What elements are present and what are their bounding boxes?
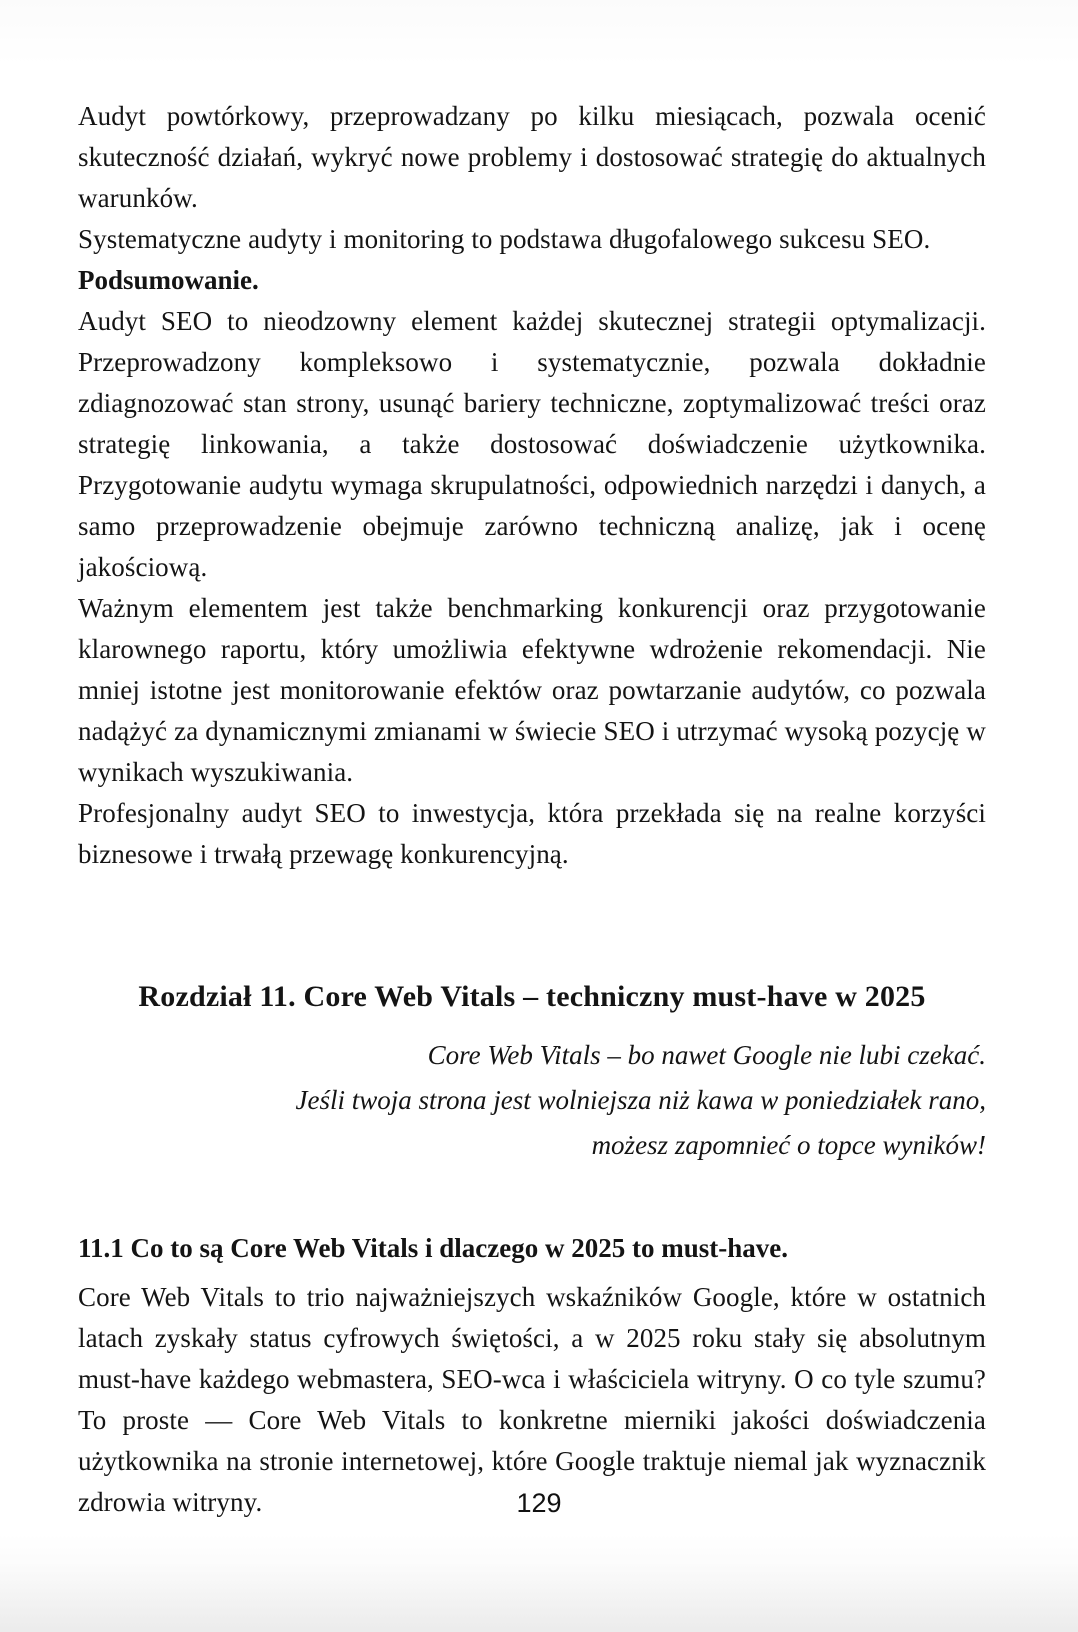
paragraph-benchmarking: Ważnym elementem jest także benchmarking konkurencji oraz przygotowanie klarownego raportu, który umożliwia efektywne wdrożenie rekomendacji. Nie mniej istotne jest monitorowanie efektów oraz powtarzanie audytów, co pozwala nadążyć za dynamicznymi zmianami w świecie SEO i utrzymać wysoką pozycję w wynikach wyszukiwania. xyxy=(78,593,986,787)
epigraph-line-1: Core Web Vitals – bo nawet Google nie lubi czekać. xyxy=(427,1040,986,1070)
chapter-epigraph xyxy=(78,1033,986,1168)
summary-label: Podsumowanie. xyxy=(78,265,259,295)
paragraph-core-web-vitals-intro: Core Web Vitals to trio najważniejszych wskaźników Google, które w ostatnich latach zyskały status cyfrowych świętości, a w 2025 roku stały się absolutnym must-have każdego webmastera, SEO-wca i właściciela witryny. O co tyle szumu? To proste — Core Web Vitals to konkretne mierniki jakości doświadczenia użytkownika na stronie internetowej, które Google traktuje niemal jak wyznacznik zdrowia witryny. xyxy=(78,1282,986,1517)
paragraph-professional-audit: Profesjonalny audyt SEO to inwestycja, która przekłada się na realne korzyści biznesowe i trwałą przewagę konkurencyjną. xyxy=(78,798,986,869)
epigraph-line-3: możesz zapomnieć o topce wyników! xyxy=(591,1130,986,1160)
page-number: 129 xyxy=(516,1488,562,1518)
paragraph-seo-audit-element: Audyt SEO to nieodzowny element każdej skutecznej strategii optymalizacji. Przeprowadzony kompleksowo i systematycznie, pozwala dokładnie zdiagnozować stan strony, usunąć bariery techniczne, zoptymalizować treści oraz strategię linkowania, a także dostosować doświadczenie użytkownika. Przygotowanie audytu wymaga skrupulatności, odpowiednich narzędzi i danych, a samo przeprowadzenie obejmuje zarówno techniczną analizę, jak i ocenę jakościową. xyxy=(78,306,986,582)
page-edge-shade xyxy=(0,1560,1078,1632)
chapter-title: Rozdział 11. Core Web Vitals – techniczny must-have w 2025 xyxy=(138,980,926,1013)
epigraph-line-2: Jeśli twoja strona jest wolniejsza niż kawa w poniedziałek rano, xyxy=(295,1085,986,1115)
paragraph-systematic-audits: Systematyczne audyty i monitoring to podstawa długofalowego sukcesu SEO. xyxy=(78,224,931,254)
section-heading-11-1: 11.1 Co to są Core Web Vitals i dlaczego w 2025 to must-have. xyxy=(78,1233,788,1263)
paragraph-repeat-audit: Audyt powtórkowy, przeprowadzany po kilku miesiącach, pozwala ocenić skuteczność działań, wykryć nowe problemy i dostosować strategię do aktualnych warunków. xyxy=(78,101,986,213)
text-column xyxy=(78,96,986,1523)
